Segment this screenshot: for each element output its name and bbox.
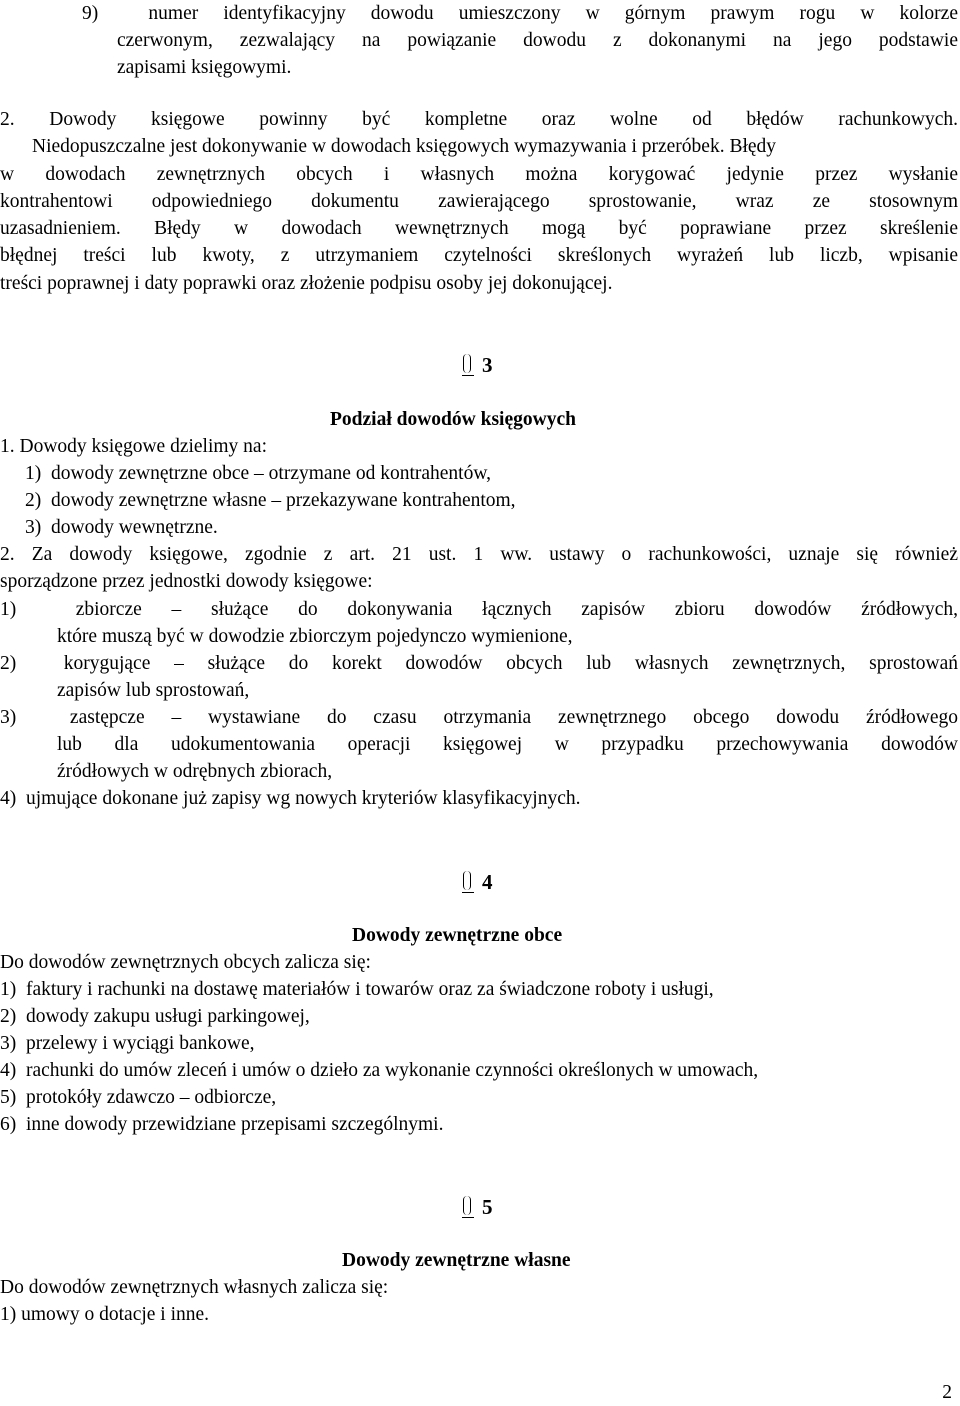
s3-line-2: 1) dowody zewnętrzne obce – otrzymane od kontrahentów,: [25, 463, 492, 484]
p9-line-1: 9) numer identyfikacyjny dowodu umieszczony w górnym prawym rogu w kolorze: [82, 3, 958, 24]
s3-line-1: 1. Dowody księgowe dzielimy na:: [0, 436, 267, 457]
p2-line-6: błędnej treści lub kwoty, z utrzymaniem czytelności skreślonych wyrażeń lub liczb, wpisanie: [0, 245, 958, 266]
s4-line-7: 6) inne dowody przewidziane przepisami szczególnymi.: [0, 1114, 444, 1135]
s3-p2-line-8: lub dla udokumentowania operacji księgowej w przypadku przechowywania dowodów: [57, 734, 958, 755]
section-3-number: 3: [462, 352, 493, 379]
section-4-number: 4: [462, 869, 493, 896]
s4-line-3: 2) dowody zakupu usługi parkingowej,: [0, 1006, 310, 1027]
p2-line-1: 2. Dowody księgowe powinny być kompletne oraz wolne od błędów rachunkowych.: [0, 109, 958, 130]
s3-p2-line-4: które muszą być w dowodzie zbiorczym pojedynczo wymienione,: [57, 626, 573, 647]
s3-p2-line-2: sporządzone przez jednostki dowody księgowe:: [0, 571, 373, 592]
section-3-title: Podział dowodów księgowych: [330, 409, 576, 430]
p9-line-3: zapisami księgowymi.: [117, 57, 292, 78]
s3-p2-line-1: 2. Za dowody księgowe, zgodnie z art. 21 ust. 1 ww. ustawy o rachunkowości, uznaje się również: [0, 544, 958, 565]
s3-p2-line-5: 2) korygujące – służące do korekt dowodów obcych lub własnych zewnętrznych, sprostowań: [0, 653, 958, 674]
s5-line-1: Do dowodów zewnętrznych własnych zalicza się:: [0, 1277, 389, 1298]
section-sign-icon: [462, 1194, 474, 1218]
p2-line-7: treści poprawnej i daty poprawki oraz złożenie podpisu osoby jej dokonującej.: [0, 273, 613, 294]
s5-line-2: 1) umowy o dotacje i inne.: [0, 1304, 210, 1325]
s3-p2-line-10: 4) ujmujące dokonane już zapisy wg nowych kryteriów klasyfikacyjnych.: [0, 788, 581, 809]
s3-line-4: 3) dowody wewnętrzne.: [25, 517, 218, 538]
s3-p2-line-7: 3) zastępcze – wystawiane do czasu otrzymania zewnętrznego obcego dowodu źródłowego: [0, 707, 958, 728]
page-number: 2: [942, 1382, 952, 1403]
p9-line-2: czerwonym, zezwalający na powiązanie dowodu z dokonanymi na jego podstawie: [117, 30, 958, 51]
s3-p2-line-3: 1) zbiorcze – służące do dokonywania łącznych zapisów zbioru dowodów źródłowych,: [0, 599, 958, 620]
section-sign-icon: [462, 352, 474, 376]
s4-line-6: 5) protokóły zdawczo – odbiorcze,: [0, 1087, 277, 1108]
s3-p2-line-9: źródłowych w odrębnych zbiorach,: [57, 761, 333, 782]
s4-line-1: Do dowodów zewnętrznych obcych zalicza się:: [0, 952, 371, 973]
section-sign-icon: [462, 869, 474, 893]
p2-line-3: w dowodach zewnętrznych obcych i własnych można korygować jedynie przez wysłanie: [0, 164, 958, 185]
p2-line-2: Niedopuszczalne jest dokonywanie w dowodach księgowych wymazywania i przeróbek. Błędy: [32, 136, 777, 157]
section-4-title: Dowody zewnętrzne obce: [352, 925, 563, 946]
p2-line-5: uzasadnieniem. Błędy w dowodach wewnętrznych mogą być poprawiane przez skreślenie: [0, 218, 958, 239]
section-5-title: Dowody zewnętrzne własne: [342, 1250, 571, 1271]
s4-line-2: 1) faktury i rachunki na dostawę materiałów i towarów oraz za świadczone roboty i usługi,: [0, 979, 714, 1000]
s3-line-3: 2) dowody zewnętrzne własne – przekazywane kontrahentom,: [25, 490, 516, 511]
s3-p2-line-6: zapisów lub sprostowań,: [57, 680, 250, 701]
section-5-number: 5: [462, 1194, 493, 1221]
s4-line-4: 3) przelewy i wyciągi bankowe,: [0, 1033, 255, 1054]
p2-line-4: kontrahentowi odpowiedniego dokumentu zawierającego sprostowanie, wraz ze stosownym: [0, 191, 958, 212]
s4-line-5: 4) rachunki do umów zleceń i umów o dzieło za wykonanie czynności określonych w umowach,: [0, 1060, 759, 1081]
